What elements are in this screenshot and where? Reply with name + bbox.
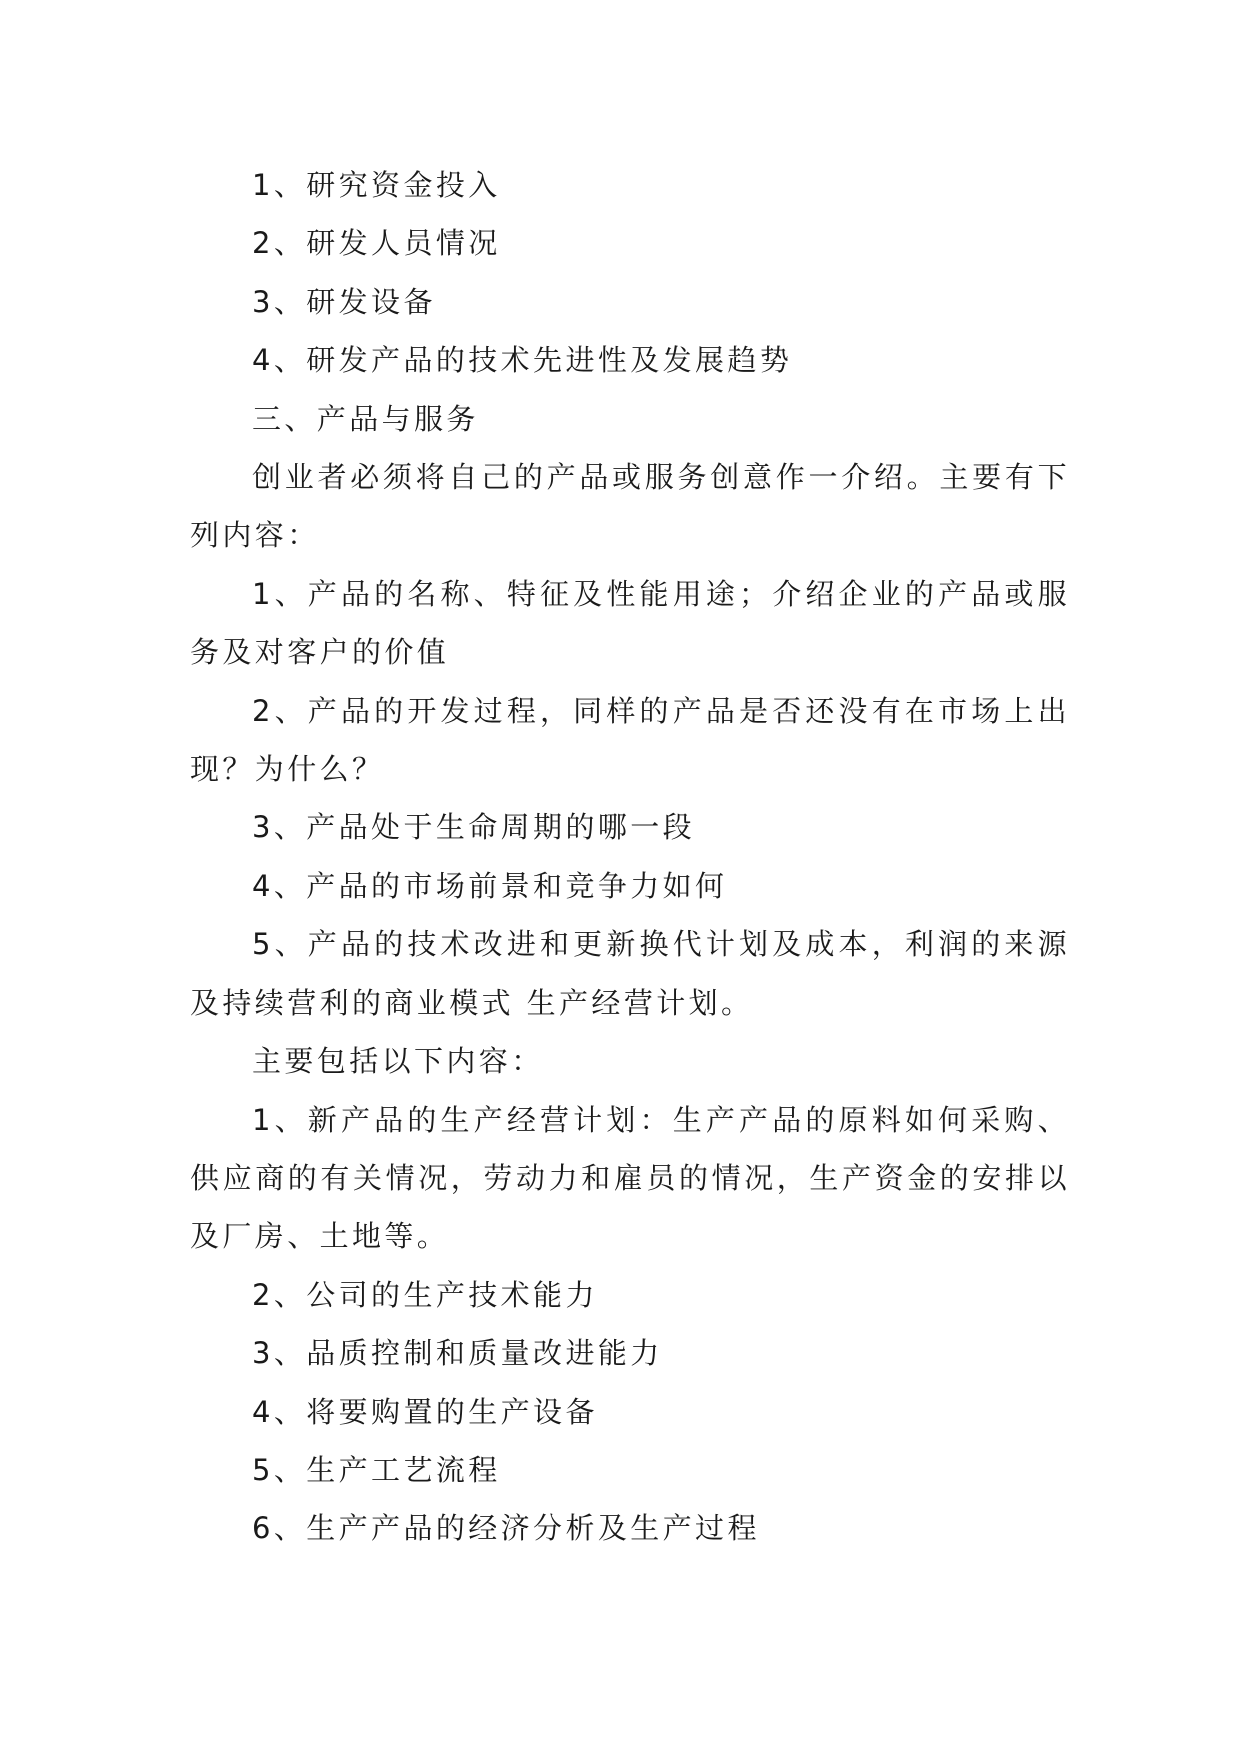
section-heading-products-services: 三、产品与服务 bbox=[252, 401, 479, 436]
document-body bbox=[190, 156, 1070, 1558]
list-item-rd-equipment: 3、研发设备 bbox=[252, 284, 436, 319]
list-item-production-capability: 2、公司的生产技术能力 bbox=[252, 1277, 598, 1312]
list-item-production-plan: 1、新产品的生产经营计划：生产产品的原料如何采购、供应商的有关情况，劳动力和雇员的情况，生产资金的安排以及厂房、土地等。 bbox=[190, 1102, 1070, 1254]
list-item-quality-control: 3、品质控制和质量改进能力 bbox=[252, 1336, 663, 1371]
list-item-process-flow: 5、生产工艺流程 bbox=[252, 1452, 501, 1487]
list-item-product-name: 1、产品的名称、特征及性能用途；介绍企业的产品或服务及对客户的价值 bbox=[190, 576, 1070, 670]
list-item-equipment-purchase: 4、将要购置的生产设备 bbox=[252, 1394, 598, 1429]
list-item-market-prospects: 4、产品的市场前景和竞争力如何 bbox=[252, 868, 728, 903]
intro-paragraph: 创业者必须将自己的产品或服务创意作一介绍。主要有下列内容： bbox=[190, 460, 1070, 553]
list-item-tech-improvement: 5、产品的技术改进和更新换代计划及成本，利润的来源及持续营利的商业模式 生产经营计划。 bbox=[190, 927, 1070, 1020]
list-item-product-lifecycle: 3、产品处于生命周期的哪一段 bbox=[252, 810, 696, 845]
production-intro-paragraph: 主要包括以下内容： bbox=[252, 1044, 544, 1079]
list-item-economic-analysis: 6、生产产品的经济分析及生产过程 bbox=[252, 1511, 760, 1546]
list-item-rd-funding: 1、研究资金投入 bbox=[252, 168, 501, 202]
list-item-rd-advancement: 4、研发产品的技术先进性及发展趋势 bbox=[252, 343, 793, 378]
list-item-rd-staff: 2、研发人员情况 bbox=[252, 226, 501, 261]
list-item-product-development: 2、产品的开发过程，同样的产品是否还没有在市场上出现？为什么？ bbox=[190, 693, 1070, 787]
